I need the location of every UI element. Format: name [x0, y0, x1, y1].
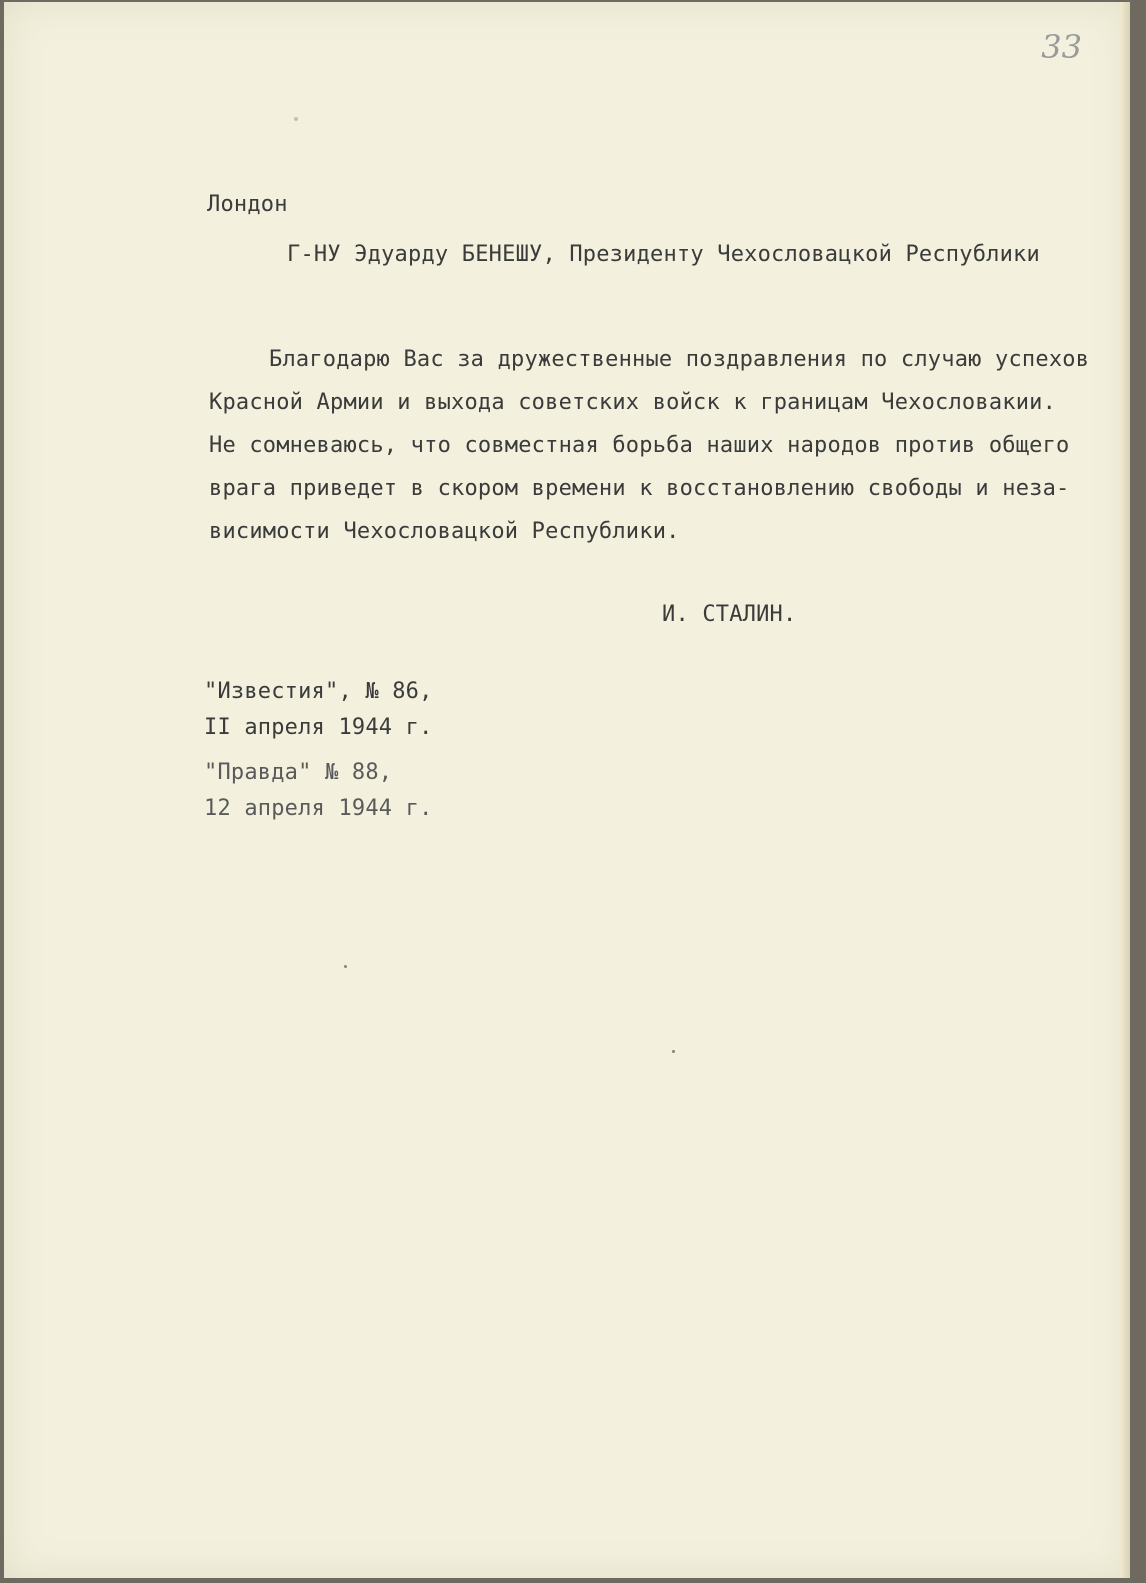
- body-line-5: висимости Чехословацкой Республики.: [209, 519, 680, 544]
- body-line-1: Благодарю Вас за дружественные поздравления по случаю успехов: [269, 347, 1090, 372]
- location-line: Лондон: [207, 192, 288, 217]
- page-number: 33: [1041, 28, 1082, 66]
- addressee-line: Г-НУ Эдуарду БЕНЕШУ, Президенту Чехословацкой Республики: [287, 242, 1040, 267]
- body-line-3: Не сомневаюсь, что совместная борьба наших народов против общего: [209, 433, 1070, 458]
- body-line-4: врага приведет в скором времени к восстановлению свободы и неза-: [209, 476, 1070, 501]
- source-pravda-date: 12 апреля 1944 г.: [204, 796, 433, 821]
- source-izvestia-date: II апреля 1944 г.: [204, 715, 433, 740]
- paper-speck: [344, 965, 347, 968]
- body-line-2: Красной Армии и выхода советских войск к границам Чехословакии.: [209, 390, 1057, 415]
- document-page: [4, 2, 1130, 1578]
- source-pravda-number: "Правда" № 88,: [204, 760, 393, 785]
- signature: И. СТАЛИН.: [662, 602, 797, 627]
- source-izvestia-number: "Известия", № 86,: [204, 679, 433, 704]
- page-edge: [1120, 2, 1130, 1578]
- paper-speck: [294, 117, 298, 121]
- paper-speck: [672, 1050, 675, 1053]
